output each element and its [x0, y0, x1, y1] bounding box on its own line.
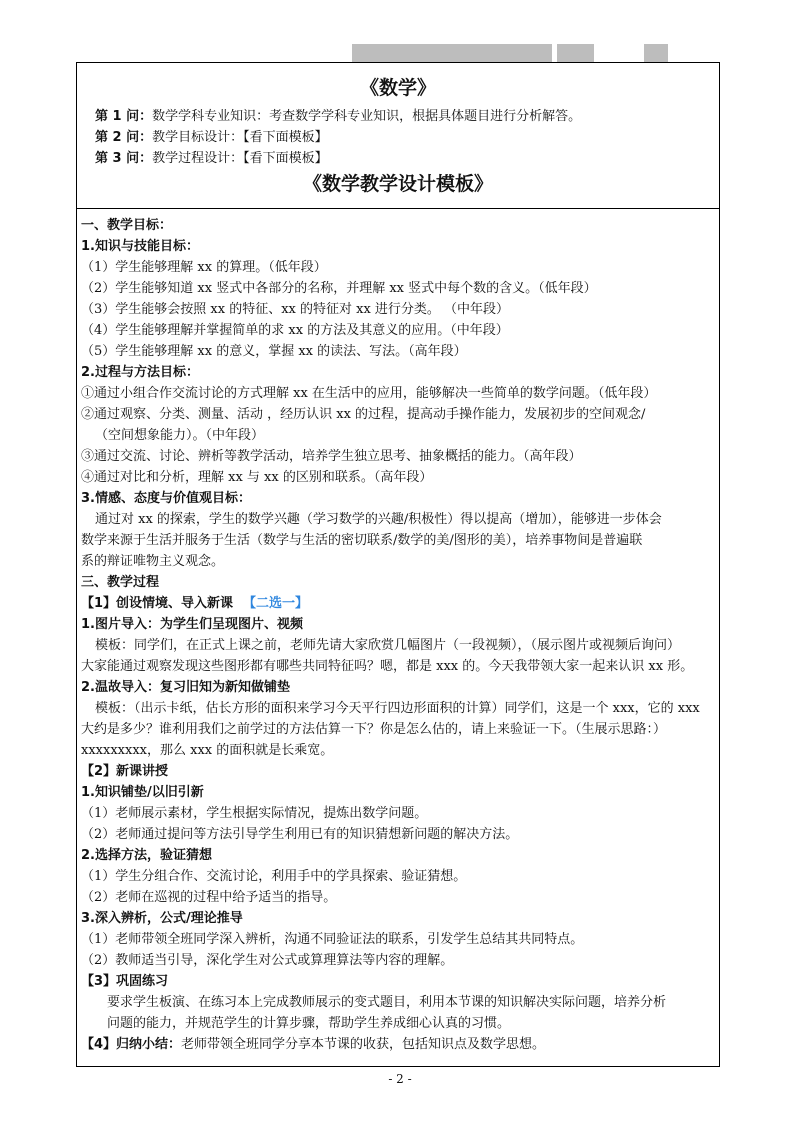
list-item: （1）学生分组合作、交流讨论，利用手中的学具探索、验证猜想。: [81, 869, 467, 884]
choice-tag: 【二选一】: [243, 596, 309, 611]
page-number: - 2 -: [388, 1072, 412, 1086]
list-item: ①通过小组合作交流讨论的方式理解 xx 在生活中的应用，能够解决一些简单的数学问题。（低年段）: [81, 386, 657, 401]
list-item: （1）老师带领全班同学深入辨析，沟通不同验证法的联系，引发学生总结其共同特点。: [81, 932, 584, 947]
paragraph-line: 模板：同学们，在正式上课之前，老师先请大家欣赏几幅图片（一段视频），（展示图片或视频后询问）: [95, 638, 681, 653]
list-item: （2）学生能够知道 xx 竖式中各部分的名称，并理解 xx 竖式中每个数的含义。（低年段）: [81, 281, 597, 296]
paragraph-line: 模板：（出示卡纸，估长方形的面积来学习今天平行四边形面积的计算）同学们，这是一个 xxx，它的 xxx: [95, 701, 700, 716]
paragraph-line: 数学来源于生活并服务于生活（数学与生活的密切联系/数学的美/图形的美），培养事物间是普遍联: [81, 533, 643, 548]
row-divider: [77, 208, 719, 209]
list-item: ④通过对比和分析，理解 xx 与 xx 的区别和联系。（高年段）: [81, 470, 433, 485]
subsection-heading: 2.温故导入：复习旧知为新知做铺垫: [81, 680, 290, 695]
paragraph-line: 大约是多少？谁利用我们之前学过的方法估算一下？你是怎么估的，请上来验证一下。（生展示思路：）: [81, 722, 667, 737]
bottom-rule: [76, 1066, 720, 1067]
list-item: （1）学生能够理解 xx 的算理。（低年段）: [81, 260, 327, 275]
subsection-heading: 1.图片导入：为学生们呈现图片、视频: [81, 617, 303, 632]
body-cell: [81, 215, 715, 1055]
step-heading: 【2】新课讲授: [81, 764, 169, 779]
paragraph-line: 大家能通过观察发现这些图形都有哪些共同特征吗？嗯，都是 xxx 的。今天我带领大家一起来认识 xx 形。: [81, 659, 694, 674]
list-item: （4）学生能够理解并掌握简单的求 xx 的方法及其意义的应用。（中年段）: [81, 323, 509, 338]
document-table: [76, 63, 720, 1066]
header-bar: [352, 44, 552, 62]
list-item: （3）学生能够会按照 xx 的特征、xx 的特征对 xx 进行分类。 （中年段）: [81, 302, 510, 317]
paragraph-line: 系的辩证唯物主义观念。: [81, 554, 225, 569]
list-item: ③通过交流、讨论、辨析等教学活动，培养学生独立思考、抽象概括的能力。（高年段）: [81, 449, 582, 464]
list-item-continued: （空间想象能力）。（中年段）: [95, 428, 265, 443]
list-item: （2）老师在巡视的过程中给予适当的指导。: [81, 890, 337, 905]
list-item: （2）教师适当引导，深化学生对公式或算理算法等内容的理解。: [81, 953, 454, 968]
header-bar: [557, 44, 594, 62]
question-2: 第 2 问：教学目标设计：【看下面模板】: [95, 130, 328, 145]
step-heading: 【4】归纳小结：老师带领全班同学分享本节课的收获，包括知识点及数学思想。: [81, 1037, 546, 1052]
subsection-heading: 1.知识与技能目标：: [81, 239, 199, 254]
paragraph-line: xxxxxxxxx，那么 xxx 的面积就是长乘宽。: [81, 743, 334, 758]
subsection-heading: 3.情感、态度与价值观目标：: [81, 491, 251, 506]
template-title: 《数学教学设计模板》: [302, 173, 493, 195]
subsection-heading: 1.知识铺垫/以旧引新: [81, 785, 204, 800]
subsection-heading: 2.过程与方法目标：: [81, 365, 199, 380]
subsection-heading: 3.深入辨析，公式/理论推导: [81, 911, 243, 926]
question-3: 第 3 问：教学过程设计：【看下面模板】: [95, 151, 328, 166]
page-title: 《数学》: [359, 77, 436, 99]
header-cell: [81, 73, 715, 199]
section-heading: 三、教学过程: [81, 575, 160, 590]
section-heading: 一、教学目标：: [81, 218, 173, 233]
subsection-heading: 2.选择方法，验证猜想: [81, 848, 212, 863]
list-item: （5）学生能够理解 xx 的意义，掌握 xx 的读法、写法。（高年段）: [81, 344, 467, 359]
paragraph-line: 问题的能力，并规范学生的计算步骤，帮助学生养成细心认真的习惯。: [107, 1016, 511, 1031]
list-item: （1）老师展示素材，学生根据实际情况，提炼出数学问题。: [81, 806, 428, 821]
step-heading: 【3】巩固练习: [81, 974, 169, 989]
step-heading: 【1】创设情境、导入新课 【二选一】: [81, 596, 309, 611]
list-item: （2）老师通过提问等方法引导学生利用已有的知识猜想新问题的解决方法。: [81, 827, 519, 842]
paragraph-line: 要求学生板演、在练习本上完成教师展示的变式题目，利用本节课的知识解决实际问题，培养分析: [107, 995, 667, 1010]
header-bar: [644, 44, 668, 62]
paragraph-line: 通过对 xx 的探索，学生的数学兴趣（学习数学的兴趣/积极性）得以提高（增加），能够进一步体会: [95, 512, 662, 527]
question-1: 第 1 问：数学学科专业知识：考查数学学科专业知识，根据具体题目进行分析解答。: [95, 109, 582, 124]
list-item: ②通过观察、分类、测量、活动 ，经历认识 xx 的过程，提高动手操作能力，发展初步的空间观念/: [81, 407, 646, 422]
header-redaction-bars: [0, 44, 800, 62]
